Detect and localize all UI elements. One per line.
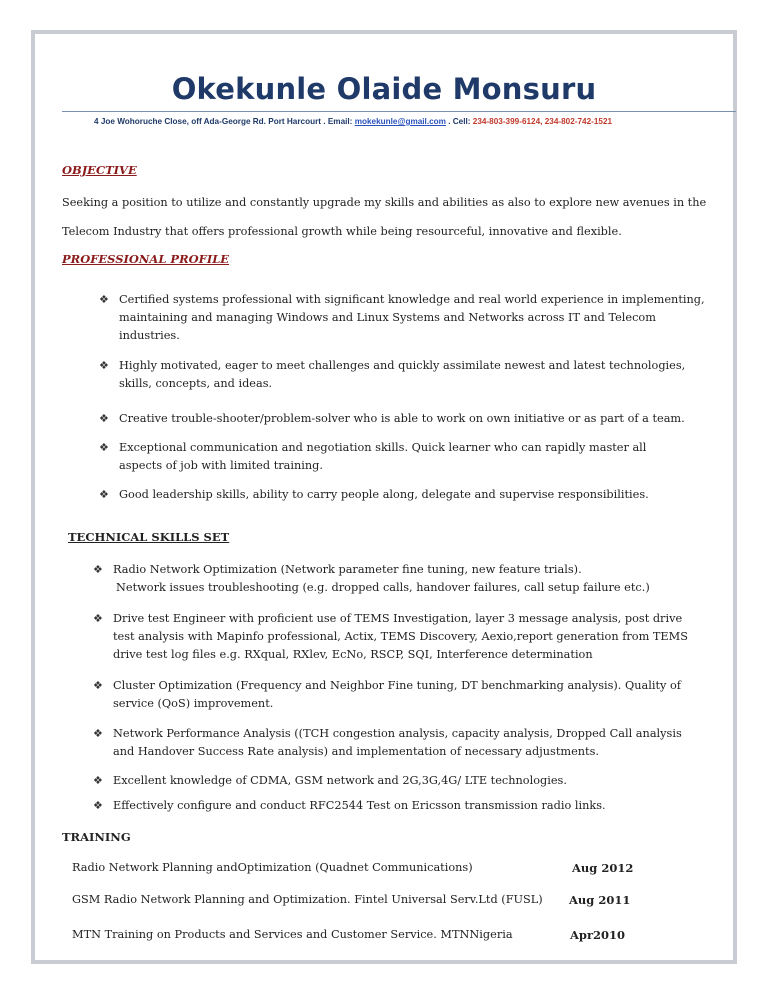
profile-item: ❖ Good leadership skills, ability to carry people along, delegate and supervise responsibilities. [99,486,709,504]
training-course: GSM Radio Network Planning and Optimization. Fintel Universal Serv.Ltd (FUSL) [72,893,543,906]
skills-item: ❖ Drive test Engineer with proficient use of TEMS Investigation, layer 3 message analysis, post drive test analysis with Mapinfo professional, Actix, TEMS Discovery, Aexio,report generation from TEMS drive test log files e.g. RXqual, RXlev, EcNo, RSCP, SQI, Interference determination [93,612,688,661]
diamond-bullet-icon: ❖ [93,727,103,740]
training-date: Apr2010 [570,928,626,942]
contact-cell: 234-803-399-6124, 234-802-742-1521 [472,117,613,126]
training-course: Radio Network Planning andOptimization (Quadnet Communications) [72,861,473,874]
contact-email-link[interactable]: mokekunle@gmail.com [354,117,446,126]
skills-item: ❖ Network Performance Analysis ((TCH congestion analysis, capacity analysis, Dropped Call analysis and Handover Success Rate analysis) and implementation of necessary adjustments. [93,727,682,758]
skills-item: ❖ Effectively configure and conduct RFC2544 Test on Ericsson transmission radio links. [93,797,703,815]
skills-item: ❖ Radio Network Optimization (Network parameter fine tuning, new feature trials). Network issues troubleshooting (e.g. dropped calls, handover failures, call setup failure etc.) [93,563,650,594]
skills-item: ❖ Cluster Optimization (Frequency and Neighbor Fine tuning, DT benchmarking analysis). Quality of service (QoS) improvement. [93,679,681,710]
diamond-bullet-icon: ❖ [99,293,109,306]
profile-item: ❖ Highly motivated, eager to meet challenges and quickly assimilate newest and latest technologies, skills, concepts, and ideas. [99,359,686,390]
objective-heading: OBJECTIVE [62,163,137,177]
header-rule [62,111,736,112]
contact-address: 4 Joe Wohoruche Close, off Ada-George Rd. Port Harcourt . Email: [94,117,355,126]
candidate-name: Okekunle Olaide Monsuru [171,72,597,106]
profile-heading: PROFESSIONAL PROFILE [62,252,230,266]
diamond-bullet-icon: ❖ [93,563,103,576]
diamond-bullet-icon: ❖ [93,774,103,787]
diamond-bullet-icon: ❖ [99,359,109,372]
contact-line [94,117,612,126]
diamond-bullet-icon: ❖ [99,441,109,454]
profile-item: ❖ Exceptional communication and negotiation skills. Quick learner who can rapidly master all aspects of job with limited training. [99,441,647,472]
diamond-bullet-icon: ❖ [93,679,103,692]
training-date: Aug 2012 [572,861,634,875]
objective-text: Seeking a position to utilize and constantly upgrade my skills and abilities as also to explore new avenues in the Telecom Industry that offers professional growth while being resourceful, innovative and flexible. [62,196,707,238]
diamond-bullet-icon: ❖ [93,799,103,812]
diamond-bullet-icon: ❖ [99,412,109,425]
training-date: Aug 2011 [569,893,631,907]
skills-heading: TECHNICAL SKILLS SET [68,530,230,544]
training-course: MTN Training on Products and Services and Customer Service. MTNNigeria [72,928,513,941]
diamond-bullet-icon: ❖ [99,488,109,501]
diamond-bullet-icon: ❖ [93,612,103,625]
training-heading: TRAINING [62,830,131,844]
profile-item: ❖ Creative trouble-shooter/problem-solver who is able to work on own initiative or as part of a team. [99,410,719,428]
profile-item: ❖ Certified systems professional with significant knowledge and real world experience in implementing, maintaining and managing Windows and Linux Systems and Networks across IT and Telecom industries. [99,293,705,342]
skills-item: ❖ Excellent knowledge of CDMA, GSM network and 2G,3G,4G/ LTE technologies. [93,772,698,790]
contact-cell-label: . Cell: [445,117,473,126]
